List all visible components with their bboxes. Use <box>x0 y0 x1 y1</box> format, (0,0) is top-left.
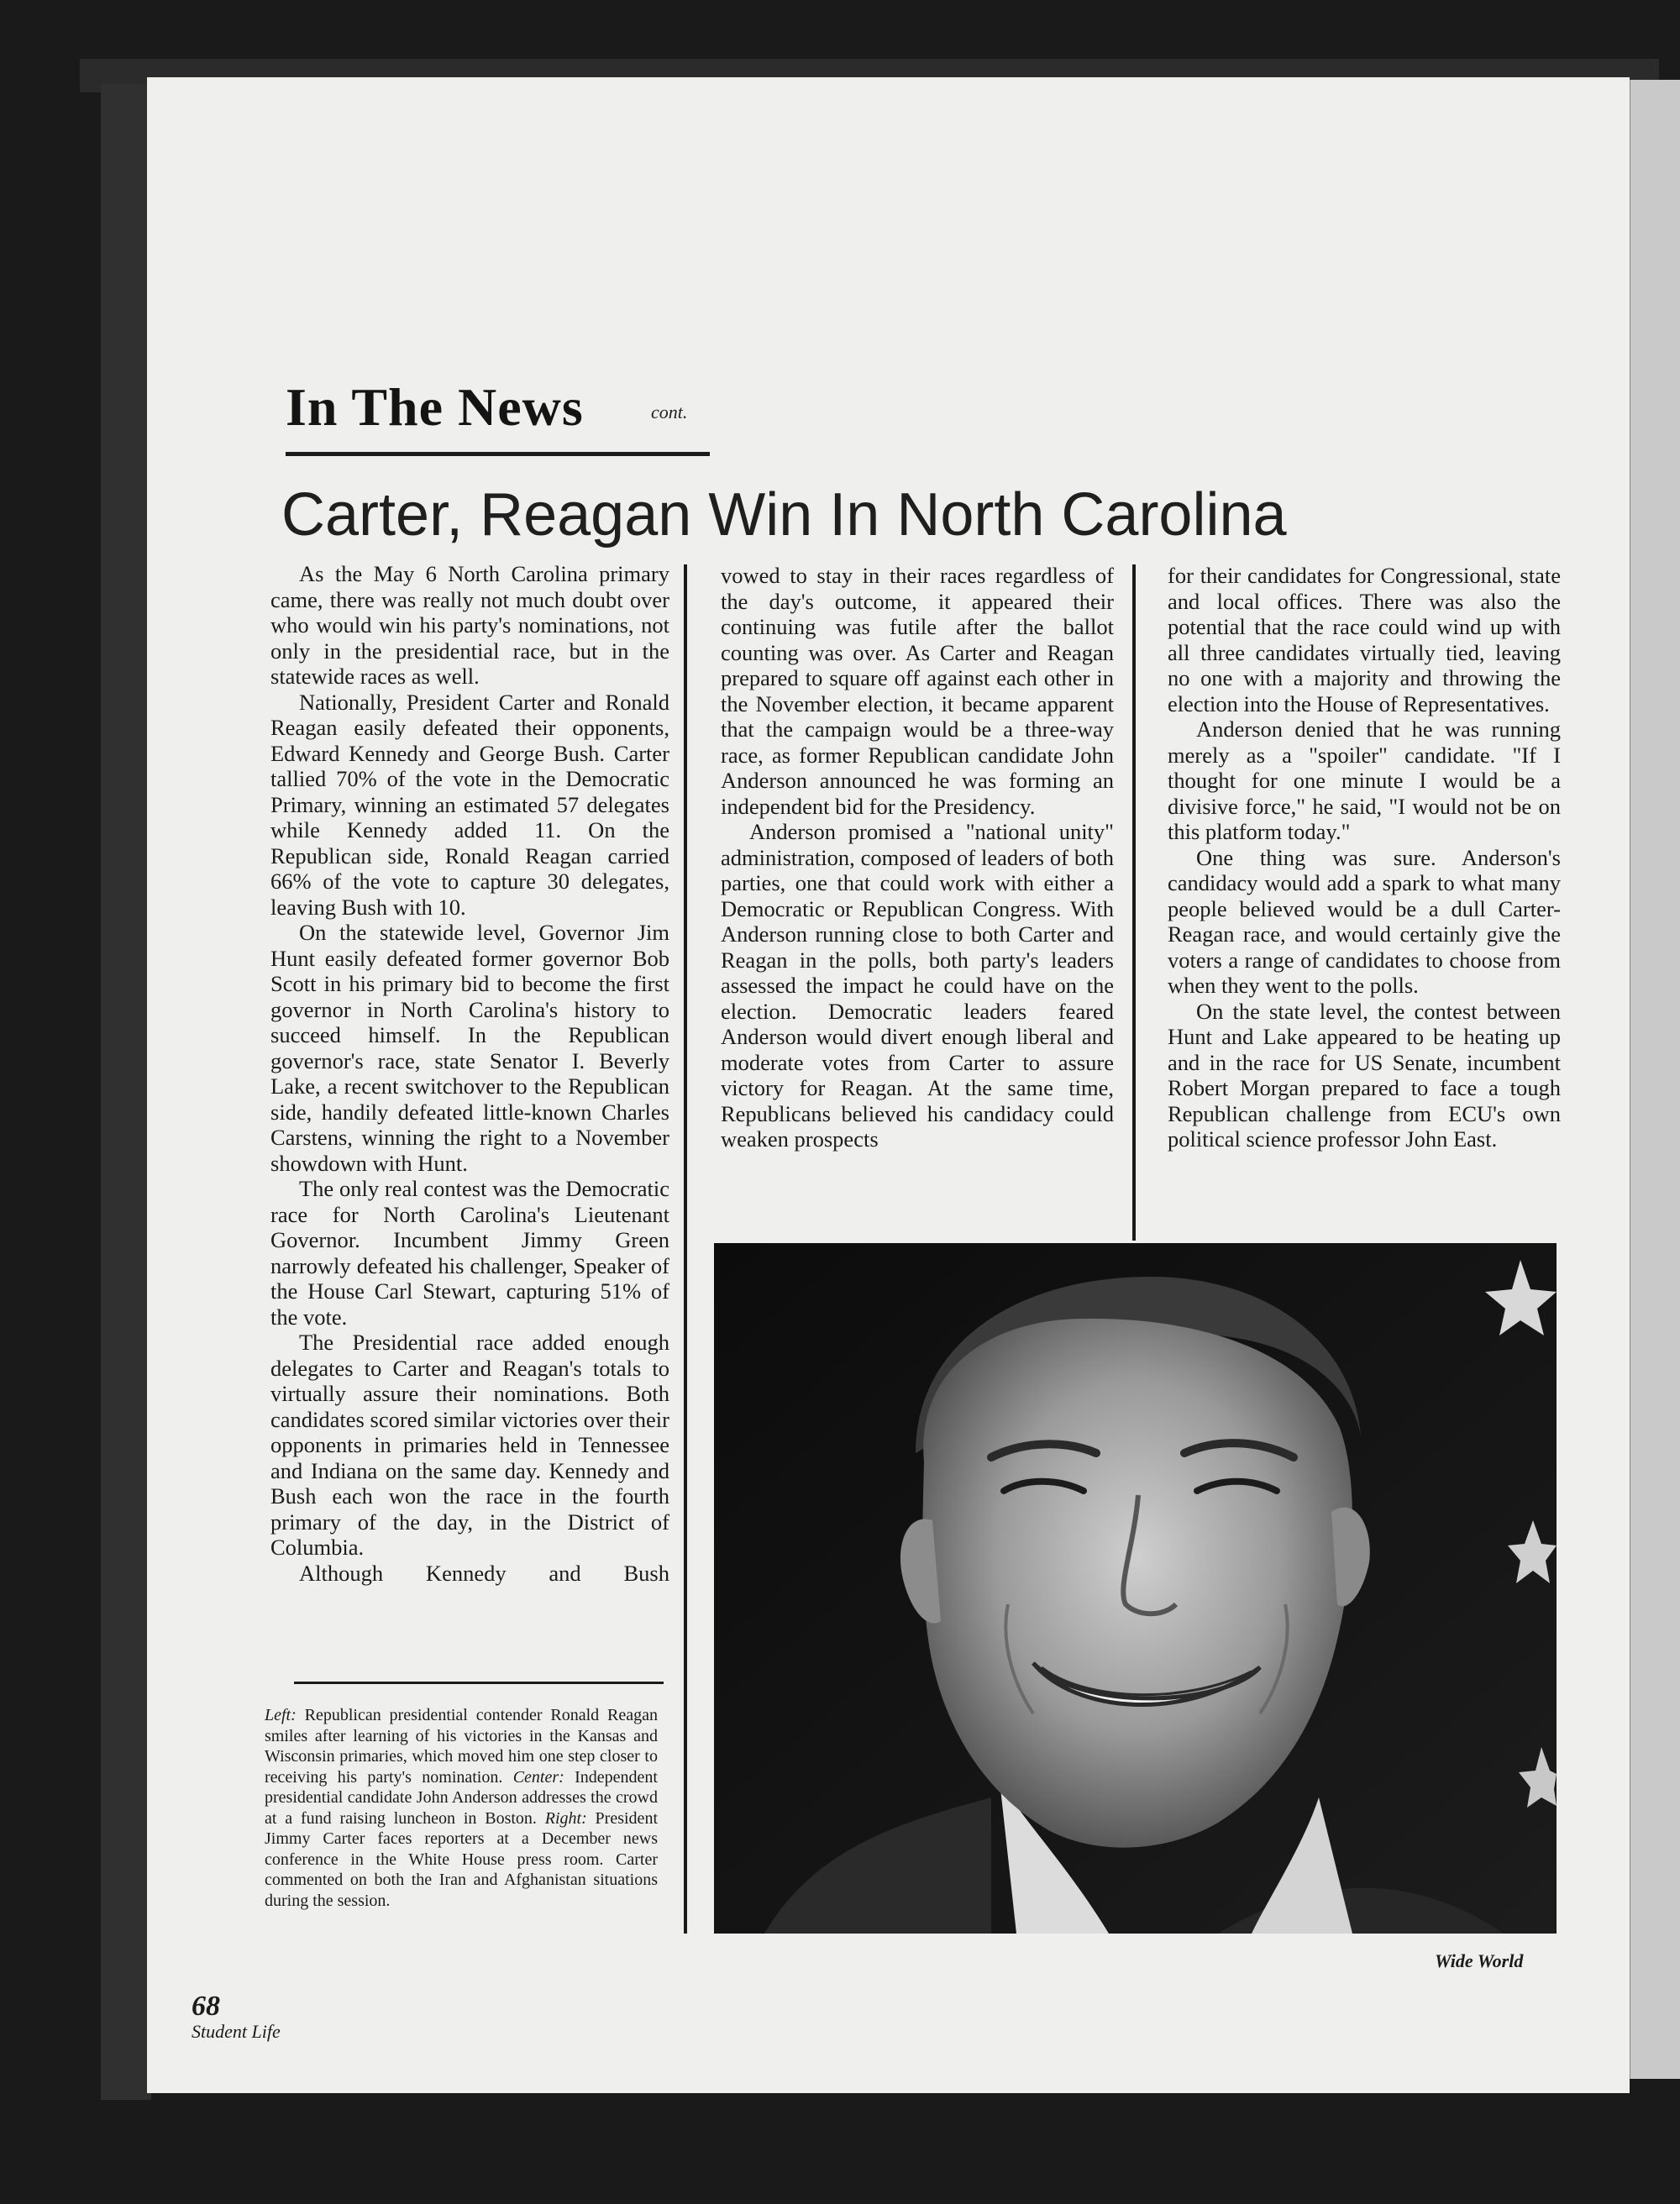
article-column-2 <box>721 563 1114 1152</box>
paragraph: Anderson promised a "national unity" administration, composed of leaders of both parties, one that could work with either a Democratic or Republican Congress. With Anderson running close to both Carter and Reagan in the polls, both party's leaders assessed the impact he could have on the election. Democratic leaders feared Anderson would divert enough liberal and moderate votes from Carter to assure victory for Reagan. At the same time, Republicans believed his candidacy could weaken prospects <box>721 819 1114 1152</box>
reagan-portrait-photo <box>714 1243 1557 1934</box>
facing-page-edge <box>1625 80 1680 2079</box>
paragraph: On the state level, the contest between Hunt and Lake appeared to be heating up and in the race for US Senate, incumbent Robert Morgan prepared to face a tough Republican challenge from ECU's own political science professor John East. <box>1168 998 1561 1152</box>
section-title-rule <box>286 452 710 456</box>
section-continued-label: cont. <box>651 401 688 422</box>
photo-caption <box>265 1705 658 1911</box>
section-name: Student Life <box>192 2021 281 2042</box>
paragraph: for their candidates for Congressional, state and local offices. There was also the potential that the race could wind up with all three candidates virtually tied, leaving no one with a majority and throwing the election into the House of Representatives. <box>1168 563 1561 716</box>
photo-credit: Wide World <box>1435 1950 1524 1971</box>
article-column-1 <box>270 561 669 1586</box>
paragraph: As the May 6 North Carolina primary came, there was really not much doubt over who would win his party's nominations, not only in the presidential race, but in the statewide races as well. <box>270 561 669 689</box>
page-number: 68 <box>192 1991 220 2022</box>
caption-label-left: Left: <box>265 1706 297 1724</box>
paragraph: The only real contest was the Democratic race for North Carolina's Lieutenant Governor. Incumbent Jimmy Green narrowly defeated his challenger, Speaker of the House Carl Stewart, capturing 51% of the vote. <box>270 1176 669 1330</box>
column-divider <box>1132 564 1136 1241</box>
section-title: In The News <box>286 377 584 437</box>
caption-text-right: President Jimmy Carter faces reporters at a December news conference in the White House press room. Carter commented on both the Iran and Afghanistan situations during the session. <box>265 1808 658 1910</box>
caption-label-right: Right: <box>544 1808 587 1828</box>
paragraph: One thing was sure. Anderson's candidacy would add a spark to what many people believed would be a dull Carter-Reagan race, and would certainly give the voters a range of candidates to choose from when they went to the polls. <box>1168 844 1561 998</box>
paragraph: The Presidential race added enough delegates to Carter and Reagan's totals to virtually assure their nominations. Both candidates scored similar victories over their opponents in primaries held in Tennessee and Indiana on the same day. Kennedy and Bush each won the race in the fourth primary of the day, in the District of Columbia. <box>270 1330 669 1560</box>
paragraph: On the statewide level, Governor Jim Hunt easily defeated former governor Bob Scott in his primary bid to become the first governor in North Carolina's history to succeed himself. In the Republican governor's race, state Senator I. Beverly Lake, a recent switchover to the Republican side, handily defeated little-known Charles Carstens, winning the right to a November showdown with Hunt. <box>270 920 669 1176</box>
paragraph: vowed to stay in their races regardless of the day's outcome, it appeared their continuing was futile after the ballot counting was over. As Carter and Reagan prepared to square off against each other in the November election, it became apparent that the campaign would be a three-way race, as former Republican candidate John Anderson announced he was forming an independent bid for the Presidency. <box>721 563 1114 819</box>
caption-text-left: Republican presidential contender Ronald Reagan smiles after learning of his victories in the Kansas and Wisconsin primaries, which moved him one step closer to receiving his party's nomination. <box>265 1706 658 1787</box>
paragraph: Anderson denied that he was running merely as a "spoiler" candidate. "If I thought for one minute I would be a divisive force," he said, "I would not be on this platform today." <box>1168 716 1561 844</box>
article-column-3 <box>1168 563 1561 1152</box>
caption-text-center: Independent presidential candidate John Anderson addresses the crowd at a fund raising luncheon in Boston. <box>265 1767 658 1828</box>
caption-rule <box>294 1682 664 1684</box>
column-divider <box>684 564 687 1934</box>
paragraph: Although Kennedy and Bush <box>299 1560 669 1586</box>
caption-label-center: Center: <box>512 1767 564 1787</box>
binder-left-edge <box>101 84 151 2100</box>
article-headline: Carter, Reagan Win In North Carolina <box>281 481 1287 548</box>
paragraph: Nationally, President Carter and Ronald Reagan easily defeated their opponents, Edward Kennedy and George Bush. Carter tallied 70% of the vote in the Democratic Primary, winning an estimated 57 delegates while Kennedy added 11. On the Republican side, Ronald Reagan carried 66% of the vote to capture 30 delegates, leaving Bush with 10. <box>270 689 669 920</box>
